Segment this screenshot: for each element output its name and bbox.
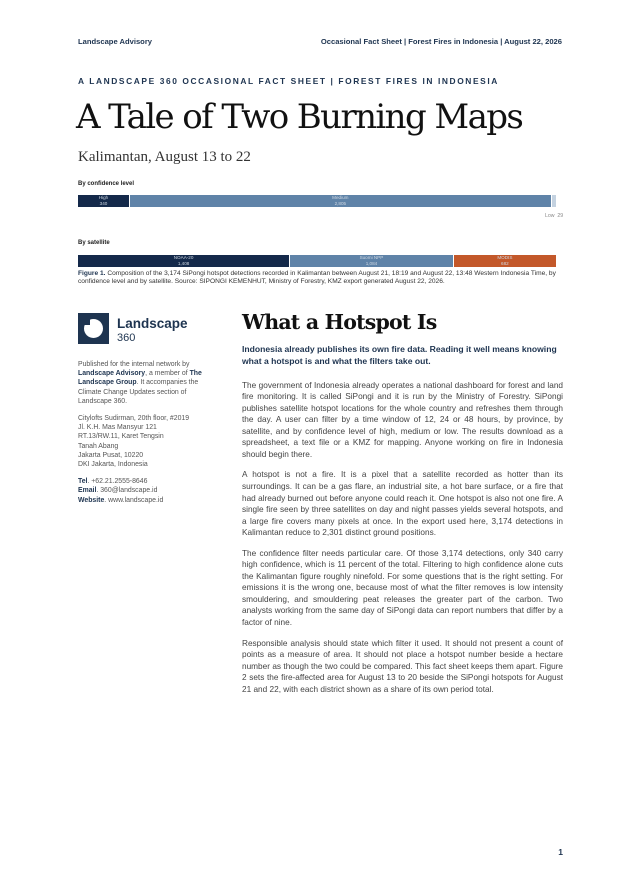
chart-title-confidence: By confidence level bbox=[78, 181, 135, 187]
page-title: A Tale of Two Burning Maps bbox=[76, 97, 523, 137]
bar-segment-modis bbox=[453, 255, 556, 267]
page-subtitle: Kalimantan, August 13 to 22 bbox=[78, 149, 251, 165]
header-series-info: Occasional Fact Sheet | Forest Fires in Indonesia | August 22, 2026 bbox=[320, 37, 562, 46]
contact-email[interactable]: Email. 360@landscape.id bbox=[78, 487, 158, 495]
page-number: 1 bbox=[558, 847, 563, 857]
lede: Indonesia already publishes its own fire data. Reading it well means knowing what a hotspot is and what the filters take out. bbox=[242, 344, 557, 366]
publisher-note: Published for the internal network by Landscape Advisory, a member of The Landscape Group. It accompanies the Climate Change Updates section of Landscape 360. bbox=[78, 361, 202, 405]
bar-segment-low bbox=[551, 195, 556, 207]
paragraph-3: The confidence filter needs particular care. Of those 3,174 detections, only 340 carry high confidence, which is 11 percent of the total. Filtering to high confidence alone cuts the Kalimantan figure roughly ninefold. For some questions that is the right setting. For emissions it is the wrong one, because most of what the filter removes is low intensity smouldering, and smouldering peat releases the greater part of the carbon. Two analysts working from the same day of SiPongi data can report numbers that differ by a factor of nine. bbox=[242, 548, 563, 627]
chart-title-satellite: By satellite bbox=[78, 240, 110, 246]
logo-wordmark: Landscape bbox=[117, 316, 188, 331]
paragraph-1: The government of Indonesia already operates a national dashboard for forest and land fire monitoring. It is called SiPongi and it is run by the Ministry of Forestry. SiPongi publishes satellite hotspot locations for the whole country and refreshes them through the day. A user can filter by a time window of 12, 24 or 48 hours, by province, by satellite, and by confidence level of high, medium or low. The results download as a spreadsheet, a text file or a KMZ for mapping. Anyone working on fire in Indonesia should begin there. bbox=[242, 380, 563, 459]
bar-segment-high bbox=[78, 195, 129, 207]
satellite-stacked-bar bbox=[78, 255, 556, 267]
bar-segment-suomi-npp bbox=[289, 255, 453, 267]
section-heading: What a Hotspot Is bbox=[242, 310, 437, 334]
landscape-360-logo bbox=[78, 313, 208, 349]
segment-name-label: High bbox=[98, 195, 109, 200]
running-header bbox=[78, 37, 562, 49]
main-article bbox=[242, 310, 563, 704]
office-address: Citylofts Sudirman, 20th floor, #2019 Jl. K.H. Mas Mansyur 121 RT.13/RW.11, Karet Tengsin Tanah Abang Jakarta Pusat, 10220 DKI Jakarta, Indonesia bbox=[78, 415, 190, 469]
bar-segment-medium bbox=[129, 195, 551, 207]
figure-label: Figure 1. bbox=[78, 270, 106, 277]
segment-name-label: MODIS bbox=[497, 255, 513, 260]
segment-name-label: NOAA-20 bbox=[173, 255, 194, 260]
figure-caption bbox=[78, 270, 564, 287]
header-publisher: Landscape Advisory bbox=[78, 37, 152, 46]
segment-name-label: Medium bbox=[332, 195, 349, 200]
contact-details bbox=[78, 477, 210, 505]
contact-tel: Tel. +62.21.2555-8646 bbox=[78, 478, 148, 486]
confidence-stacked-bar bbox=[78, 195, 556, 207]
figure-caption-text: Composition of the 3,174 SiPongi hotspot detections recorded in Kalimantan between August 21, 18:19 and August 22, 13:48 Western Indonesia Time, by confidence level and by satellite. Source: SIPONGI KEMENHUT, Ministry of Forestry, KMZ export generated August 22, 2026. bbox=[78, 270, 556, 286]
segment-name-label: Suomi NPP bbox=[359, 255, 384, 260]
segment-value-label: 682 bbox=[501, 260, 509, 266]
sidebar bbox=[78, 360, 210, 513]
segment-value-label: 2,805 bbox=[334, 200, 347, 206]
bar-segment-noaa-20 bbox=[78, 255, 289, 267]
logo-number: 360 bbox=[117, 332, 136, 344]
segment-value-label: 1,408 bbox=[177, 260, 190, 266]
kicker: A LANDSCAPE 360 OCCASIONAL FACT SHEET | FOREST FIRES IN INDONESIA bbox=[78, 76, 499, 86]
paragraph-4: Responsible analysis should state which filter it used. It should not present a count of points as a measure of area. It should not place a hotspot number beside a hectare number as though the two could be compared. This fact sheet keeps them apart. Figure 2 sets the fire-affected area for August 13 to 20 beside the SiPongi hotspots for August 21 and 22, with each district shown as a share of its own period total. bbox=[242, 638, 563, 694]
low-segment-label: Low 29 bbox=[545, 213, 564, 219]
paragraph-2: A hotspot is not a fire. It is a pixel that a satellite recorded as hotter than its surroundings. It can be a gas flare, an industrial site, a hot bare surface, or a fire that had already burned out before anyone could reach it. One hotspot is also not one fire. A single fire seen by three satellites on day and night passes yields several hotspots, and a large fire covers many pixels at once. In the export used here, 3,174 detections in Kalimantan reduce to 2,301 distinct ground positions. bbox=[242, 470, 563, 538]
logo-mark-icon bbox=[78, 313, 109, 344]
segment-value-label: 340 bbox=[99, 200, 108, 206]
contact-website[interactable]: Website. www.landscape.id bbox=[78, 496, 164, 504]
segment-value-label: 1,084 bbox=[365, 260, 378, 266]
